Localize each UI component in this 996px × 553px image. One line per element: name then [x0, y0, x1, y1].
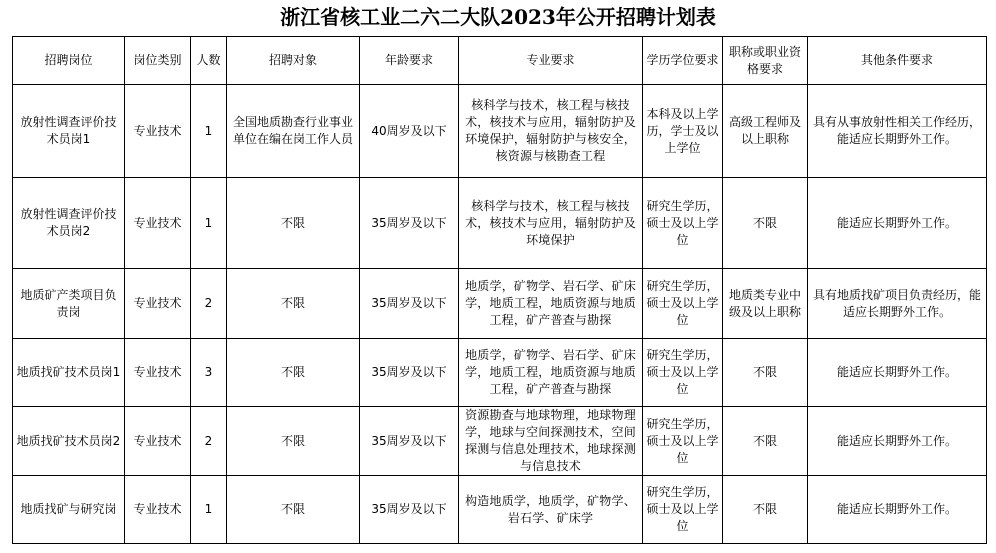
header-education: 学历学位要求 [643, 37, 723, 85]
cell-category: 专业技术 [125, 476, 191, 544]
cell-education: 研究生学历，硕士及以上学位 [643, 178, 723, 269]
cell-count: 1 [191, 178, 227, 269]
cell-position: 地质找矿技术员岗1 [13, 339, 125, 407]
cell-position: 放射性调查评价技术员岗1 [13, 85, 125, 178]
page-title: 浙江省核工业二六二大队2023年公开招聘计划表 [280, 5, 716, 29]
header-target: 招聘对象 [227, 37, 360, 85]
cell-age: 35周岁及以下 [360, 269, 459, 339]
cell-target: 不限 [227, 407, 360, 476]
cell-title-req: 地质类专业中级及以上职称 [723, 269, 808, 339]
cell-count: 2 [191, 269, 227, 339]
cell-major: 地质学，矿物学、岩石学、矿床学，地质工程，地质资源与地质工程，矿产普查与勘探 [459, 339, 643, 407]
header-major: 专业要求 [459, 37, 643, 85]
cell-education: 研究生学历，硕士及以上学位 [643, 269, 723, 339]
table-row [13, 85, 987, 178]
cell-title-req: 不限 [723, 407, 808, 476]
cell-position: 放射性调查评价技术员岗2 [13, 178, 125, 269]
cell-other: 具有从事放射性相关工作经历，能适应长期野外工作。 [808, 85, 987, 178]
cell-count: 1 [191, 476, 227, 544]
cell-other: 具有地质找矿项目负责经历，能适应长期野外工作。 [808, 269, 987, 339]
cell-other: 能适应长期野外工作。 [808, 476, 987, 544]
cell-category: 专业技术 [125, 178, 191, 269]
header-count: 人数 [191, 37, 227, 85]
cell-education: 研究生学历，硕士及以上学位 [643, 339, 723, 407]
cell-title-req: 高级工程师及以上职称 [723, 85, 808, 178]
cell-category: 专业技术 [125, 407, 191, 476]
cell-major: 核科学与技术，核工程与核技术，核技术与应用，辐射防护及环境保护，辐射防护与核安全，核资源与核勘查工程 [459, 85, 643, 178]
cell-target: 全国地质勘查行业事业单位在编在岗工作人员 [227, 85, 360, 178]
header-age: 年龄要求 [360, 37, 459, 85]
table-row [13, 476, 987, 544]
cell-target: 不限 [227, 178, 360, 269]
cell-other: 能适应长期野外工作。 [808, 407, 987, 476]
cell-count: 3 [191, 339, 227, 407]
cell-title-req: 不限 [723, 178, 808, 269]
cell-position: 地质找矿技术员岗2 [13, 407, 125, 476]
cell-target: 不限 [227, 476, 360, 544]
header-position: 招聘岗位 [13, 37, 125, 85]
cell-category: 专业技术 [125, 339, 191, 407]
header-category: 岗位类别 [125, 37, 191, 85]
cell-major: 核科学与技术，核工程与核技术，核技术与应用，辐射防护及环境保护 [459, 178, 643, 269]
cell-major: 资源勘查与地球物理，地球物理学，地球与空间探测技术，空间探测与信息处理技术，地球探测与信息技术 [459, 407, 643, 476]
cell-position: 地质找矿与研究岗 [13, 476, 125, 544]
table-row [13, 407, 987, 476]
table-row [13, 269, 987, 339]
cell-major: 构造地质学，地质学，矿物学、岩石学、矿床学 [459, 476, 643, 544]
cell-count: 1 [191, 85, 227, 178]
cell-title-req: 不限 [723, 339, 808, 407]
table-header-row [13, 37, 987, 85]
cell-title-req: 不限 [723, 476, 808, 544]
cell-other: 能适应长期野外工作。 [808, 339, 987, 407]
cell-count: 2 [191, 407, 227, 476]
cell-age: 35周岁及以下 [360, 476, 459, 544]
table-row [13, 339, 987, 407]
cell-other: 能适应长期野外工作。 [808, 178, 987, 269]
cell-category: 专业技术 [125, 85, 191, 178]
cell-category: 专业技术 [125, 269, 191, 339]
cell-age: 35周岁及以下 [360, 178, 459, 269]
header-other: 其他条件要求 [808, 37, 987, 85]
cell-education: 研究生学历，硕士及以上学位 [643, 407, 723, 476]
cell-major: 地质学，矿物学、岩石学、矿床学，地质工程，地质资源与地质工程，矿产普查与勘探 [459, 269, 643, 339]
cell-position: 地质矿产类项目负责岗 [13, 269, 125, 339]
cell-age: 40周岁及以下 [360, 85, 459, 178]
cell-target: 不限 [227, 339, 360, 407]
cell-education: 研究生学历，硕士及以上学位 [643, 476, 723, 544]
recruitment-plan-table [12, 36, 987, 544]
table-row [13, 178, 987, 269]
header-title-req: 职称或职业资格要求 [723, 37, 808, 85]
cell-age: 35周岁及以下 [360, 339, 459, 407]
cell-education: 本科及以上学历，学士及以上学位 [643, 85, 723, 178]
cell-target: 不限 [227, 269, 360, 339]
cell-age: 35周岁及以下 [360, 407, 459, 476]
